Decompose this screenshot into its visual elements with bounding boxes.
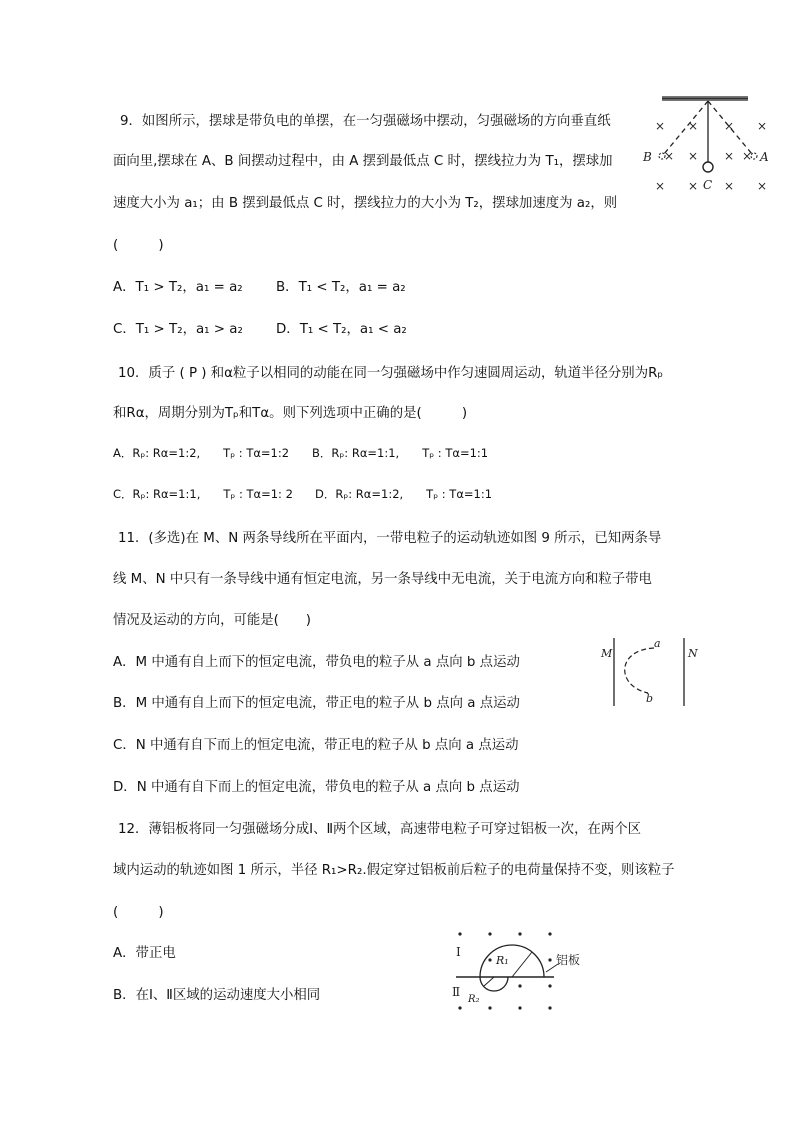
q12-option-b: B．在Ⅰ、Ⅱ区域的运动速度大小相同 [113, 988, 321, 1003]
label-b-point: b [646, 692, 654, 705]
q9-pendulum-figure [636, 90, 776, 200]
q9-option-a: A．T₁ > T₂，a₁ = a₂ [113, 280, 243, 295]
q9-stem-line3: 速度大小为 a₁；由 B 摆到最低点 C 时，摆线拉力的大小为 T₂，摆球加速度为 a₂，则 [113, 196, 618, 211]
svg-text:×: × [688, 149, 699, 163]
svg-text:×: × [655, 179, 666, 193]
svg-text:×: × [742, 149, 753, 163]
q11-option-c: C．N 中通有自下而上的恒定电流，带正电的粒子从 b 点向 a 点运动 [113, 738, 519, 753]
q10-option-d: D．Rₚ: Rα=1:2, Tₚ : Tα=1:1 [315, 487, 493, 501]
q12-stem-line2: 域内运动的轨迹如图 1 所示，半径 R₁>R₂.假定穿过铝板前后粒子的电荷量保持不变，则该粒子 [113, 863, 675, 878]
svg-text:×: × [724, 179, 735, 193]
q10-option-c: C．Rₚ: Rα=1:1, Tₚ : Tα=1: 2 [113, 487, 293, 501]
label-a: A [760, 150, 769, 164]
q11-stem-line2: 线 M、N 中只有一条导线中通有恒定电流，另一条导线中无电流，关于电流方向和粒子带电 [113, 572, 652, 587]
radius-r2-label: R₂ [468, 994, 480, 1005]
svg-text:×: × [724, 119, 735, 133]
q9-stem-line2: 面向里,摆球在 A、B 间摆动过程中，由 A 摆到最低点 C 时，摆线拉力为 T₁，摆球加 [113, 154, 613, 169]
q11-option-a: A．M 中通有自上而下的恒定电流，带负电的粒子从 a 点向 b 点运动 [113, 655, 520, 670]
region-2-label: Ⅱ [452, 985, 461, 999]
svg-text:×: × [655, 119, 666, 133]
q10-stem-line1: 10．质子 ( P ) 和α粒子以相同的动能在同一匀强磁场中作匀速圆周运动，轨道半径分别为Rₚ [118, 366, 664, 381]
svg-text:×: × [688, 179, 699, 193]
svg-text:×: × [688, 119, 699, 133]
q12-aluminum-plate-figure [446, 926, 596, 1016]
region-1-label: Ⅰ [456, 945, 461, 959]
q9-option-d: D．T₁ < T₂，a₁ < a₂ [276, 322, 407, 337]
label-n: N [688, 647, 698, 660]
svg-text:×: × [664, 149, 675, 163]
q11-stem-line1: 11．(多选)在 M、N 两条导线所在平面内，一带电粒子的运动轨迹如图 9 所示，已知两条导 [118, 531, 662, 546]
q9-option-c: C．T₁ > T₂，a₁ > a₂ [113, 322, 243, 337]
svg-text:×: × [757, 119, 768, 133]
q12-stem-line1: 12．薄铝板将同一匀强磁场分成Ⅰ、Ⅱ两个区域，高速带电粒子可穿过铝板一次，在两个区 [118, 822, 642, 837]
q10-stem-line2: 和Rα，周期分别为Tₚ和Tα。则下列选项中正确的是( ) [113, 406, 468, 421]
q9-stem-line1: 9．如图所示，摆球是带负电的单摆，在一匀强磁场中摆动，匀强磁场的方向垂直纸 [120, 114, 611, 129]
q9-stem-line4: ( ) [113, 238, 164, 253]
q10-option-b: B．Rₚ: Rα=1:1, Tₚ : Tα=1:1 [312, 446, 489, 460]
label-c: C [703, 178, 713, 192]
pendulum-bob-c [703, 162, 713, 172]
q11-option-b: B．M 中通有自上而下的恒定电流，带正电的粒子从 b 点向 a 点运动 [113, 696, 520, 711]
label-b: B [643, 150, 652, 164]
q12-stem-line3: ( ) [113, 905, 164, 920]
q12-option-a: A．带正电 [113, 946, 176, 961]
plate-label: 铝板 [556, 953, 581, 967]
svg-text:×: × [757, 179, 768, 193]
q11-wires-figure [596, 636, 706, 708]
radius-r1-label: R₁ [496, 954, 509, 967]
q11-option-d: D．N 中通有自下而上的恒定电流，带负电的粒子从 a 点向 b 点运动 [113, 780, 520, 795]
label-m: M [601, 647, 613, 660]
q11-stem-line3: 情况及运动的方向，可能是( ) [113, 613, 311, 628]
label-a-point: a [654, 637, 661, 650]
q9-option-b: B．T₁ < T₂，a₁ = a₂ [276, 280, 406, 295]
svg-text:×: × [724, 149, 735, 163]
q10-option-a: A．Rₚ: Rα=1:2, Tₚ : Tα=1:2 [113, 446, 290, 460]
